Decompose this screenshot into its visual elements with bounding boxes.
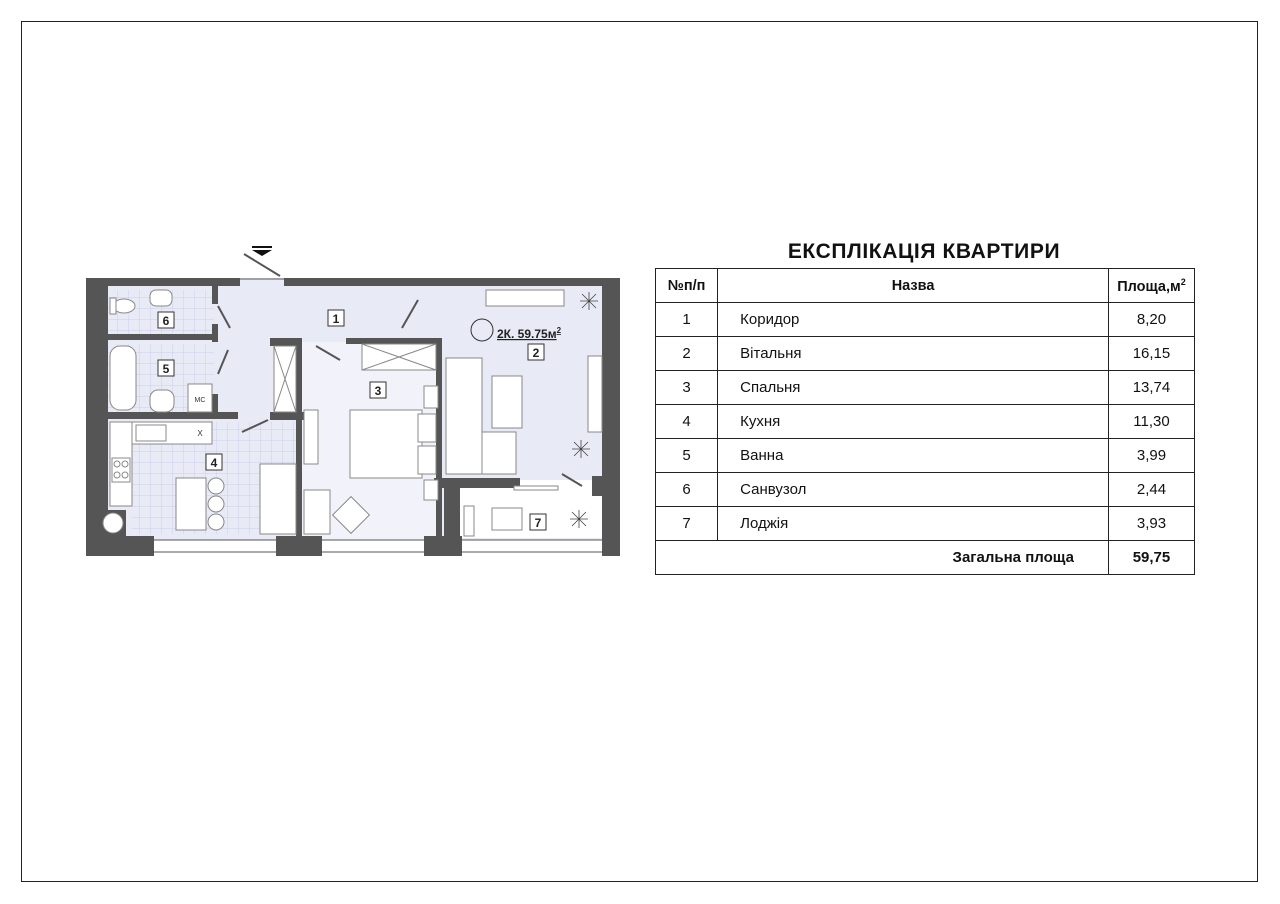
kitchen-sofa [260, 464, 296, 534]
table-row [656, 371, 1195, 405]
room-tag-5 [158, 360, 174, 376]
room-tag-4 [206, 454, 222, 470]
toilet-icon [110, 298, 135, 314]
header-area: $Площа,м^2$ [1108, 269, 1194, 303]
row-num: 5 [656, 439, 718, 473]
bathtub-icon [110, 346, 136, 410]
entrance-arrow-icon [252, 250, 272, 256]
washbasin-icon [150, 390, 174, 412]
bedroom-desk [304, 490, 330, 534]
total-label: Загальна площа [656, 541, 1109, 575]
sink-icon [150, 290, 172, 306]
row-area: 3,99 [1108, 439, 1194, 473]
table-row [656, 405, 1195, 439]
row-area: 8,20 [1108, 303, 1194, 337]
row-num: 1 [656, 303, 718, 337]
svg-text:1: 1 [332, 312, 340, 326]
row-area: 2,44 [1108, 473, 1194, 507]
bedroom-wardrobe [362, 344, 436, 370]
room-tag-3 [370, 382, 386, 398]
table-header-row [656, 269, 1195, 303]
explication-table [655, 268, 1195, 575]
total-row [656, 541, 1195, 575]
room-tag-7 [530, 514, 546, 530]
table-row [656, 473, 1195, 507]
row-num: 7 [656, 507, 718, 541]
svg-text:6: 6 [162, 314, 170, 328]
boiler-icon [100, 510, 126, 536]
room-tag-2 [528, 344, 544, 360]
row-num: 2 [656, 337, 718, 371]
table-row [656, 337, 1195, 371]
row-name: Ванна [718, 439, 1109, 473]
row-name: Вітальня [718, 337, 1109, 371]
total-value: 59,75 [1108, 541, 1194, 575]
svg-text:4: 4 [210, 456, 218, 470]
apartment-area-label: 2К. $59.75м^2$ [497, 326, 562, 341]
floor-plan [84, 242, 624, 562]
tv-unit [486, 290, 564, 306]
row-area: 13,74 [1108, 371, 1194, 405]
fixture-label-x: Х [197, 429, 203, 438]
dining-table [176, 478, 224, 530]
row-name: Кухня [718, 405, 1109, 439]
row-name: Лоджія [718, 507, 1109, 541]
row-name: Коридор [718, 303, 1109, 337]
table-row [656, 507, 1195, 541]
room-tag-1 [328, 310, 344, 326]
svg-text:5: 5 [162, 362, 170, 376]
room-tag-6 [158, 312, 174, 328]
table-row [656, 303, 1195, 337]
svg-text:3: 3 [374, 384, 382, 398]
row-name: Санвузол [718, 473, 1109, 507]
row-num: 4 [656, 405, 718, 439]
header-num: №п/п [656, 269, 718, 303]
row-num: 3 [656, 371, 718, 405]
table-row [656, 439, 1195, 473]
header-name: Назва [718, 269, 1109, 303]
living-radiator [588, 356, 602, 432]
svg-text:7: 7 [534, 516, 542, 530]
row-area: 16,15 [1108, 337, 1194, 371]
fixture-label-ms: МС [194, 397, 206, 404]
corridor-wardrobe [274, 346, 296, 412]
radiator [304, 410, 318, 464]
row-name: Спальня [718, 371, 1109, 405]
explication-title: ЕКСПЛІКАЦІЯ КВАРТИРИ [787, 240, 1061, 263]
stove-icon [112, 458, 130, 482]
svg-text:2: 2 [532, 346, 540, 360]
row-num: 6 [656, 473, 718, 507]
row-area: 11,30 [1108, 405, 1194, 439]
row-area: 3,93 [1108, 507, 1194, 541]
